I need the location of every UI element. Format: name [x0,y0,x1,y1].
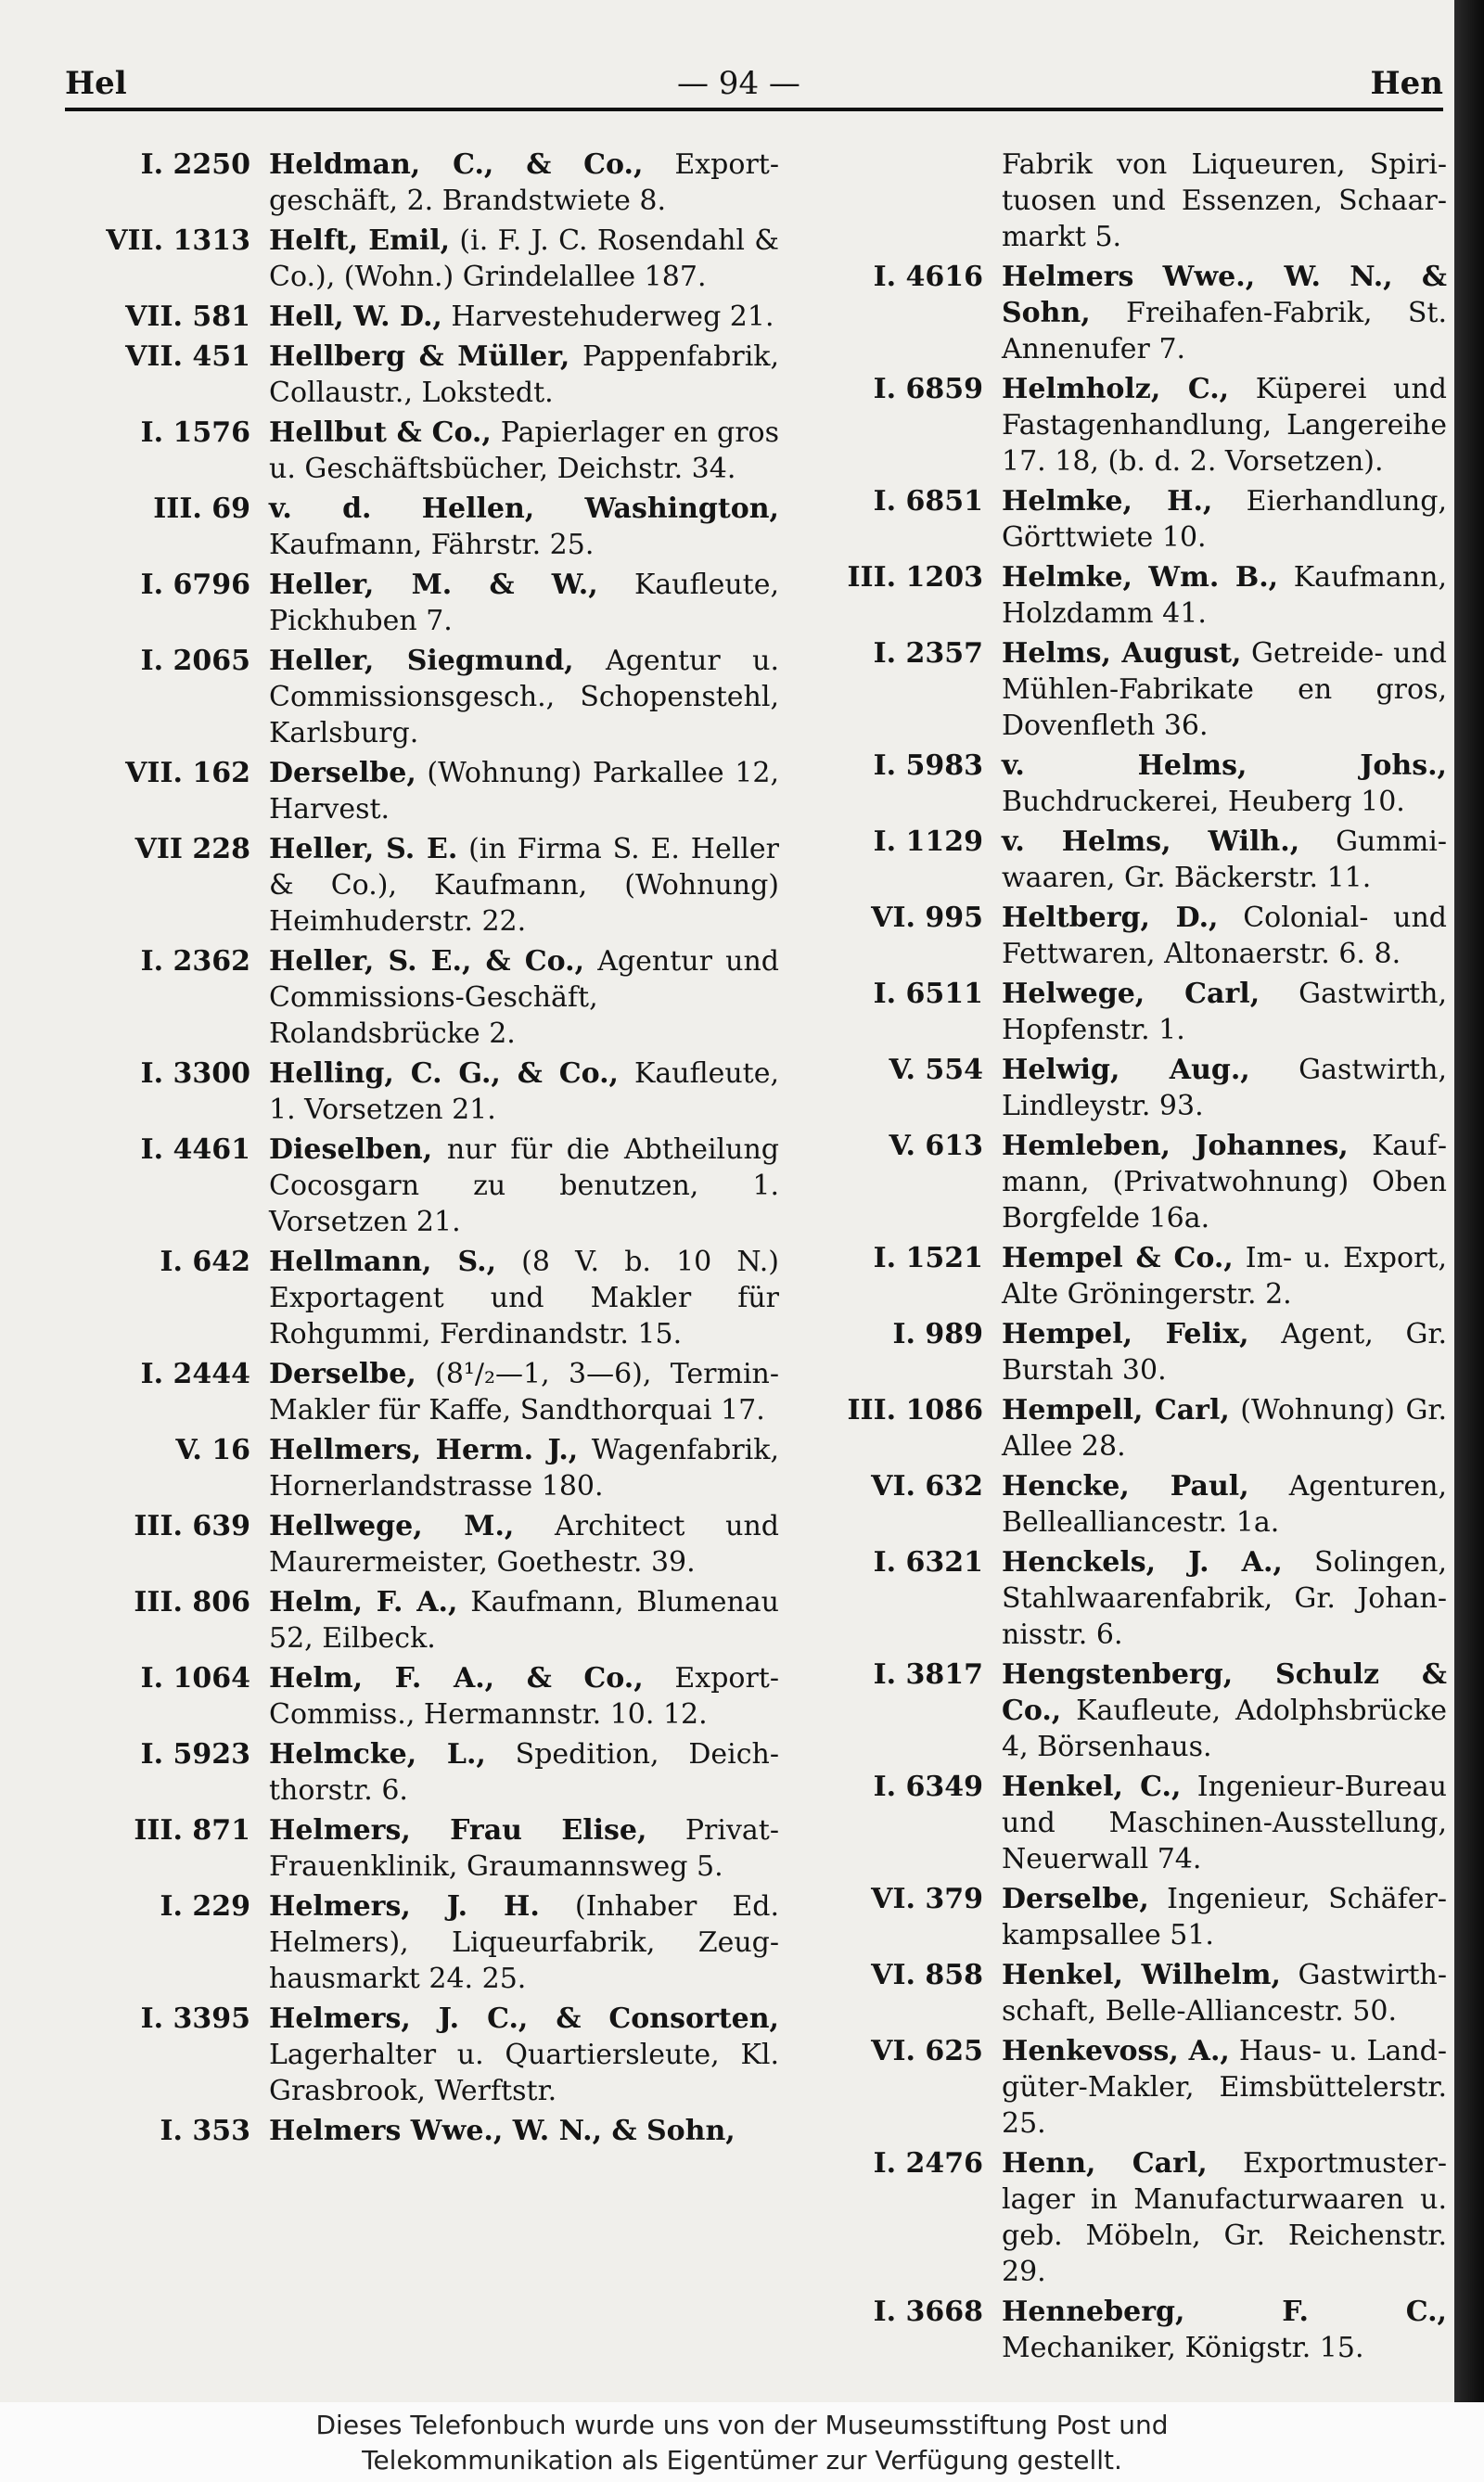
directory-entry [56,223,779,295]
entry-name: Hellwege, M., [269,1510,515,1542]
directory-entry [798,2294,1447,2366]
entry-text [1002,824,1447,896]
phone-number: VII. 1313 [106,224,250,257]
entry-details: Fabrik von Liqueuren, Spirituosen und Essenzen, Schaarmarkt 5. [1002,148,1447,253]
entry-name: Helwege, Carl, [1002,978,1260,1010]
entry-text [269,1244,779,1352]
entry-text [1002,2145,1447,2290]
right-column [798,147,1447,2370]
entry-name: v. Helms, Johs., [1002,749,1447,782]
entry-name: v. d. Hellen, Washington, [269,493,779,525]
directory-entry [56,1055,779,1128]
entry-name: Henkel, C., [1002,1771,1182,1803]
entry-name: Hemleben, Johannes, [1002,1130,1349,1162]
phone-number: I. 5923 [140,1738,250,1771]
phone-number: I. 6511 [873,978,983,1010]
directory-entry [56,943,779,1052]
entry-text [269,831,779,940]
phone-number: I. 2250 [140,148,250,181]
directory-entry [56,1660,779,1733]
phone-number: I. 642 [160,1246,250,1278]
left-column [56,147,779,2153]
entry-text [1002,371,1447,480]
entry-name: Henneberg, F. C., [1002,2296,1447,2328]
entry-name: Dieselben, [269,1133,433,1166]
entry-text [1002,1128,1447,1236]
entry-text [269,1132,779,1240]
phone-number: III. 1086 [847,1394,983,1427]
directory-entry [56,1812,779,1885]
directory-entry [798,1657,1447,1765]
directory-entry [798,1316,1447,1388]
directory-entry [56,1736,779,1809]
phone-number: VI. 379 [871,1883,983,1915]
entry-details: Agent, Gr. Burstah 30. [1002,1318,1447,1387]
entry-name: Hellmers, Herm. J., [269,1434,579,1466]
phone-number: I. 229 [160,1890,250,1923]
entry-name: Hengstenberg, Schulz & Co., [1002,1658,1447,1727]
entry-text [269,2113,779,2149]
phone-number: VII. 581 [125,301,250,333]
entry-name: Helmcke, L., [269,1738,486,1771]
header-right-keyword: Hen [1370,65,1443,102]
entry-details: Agentur u. Commissionsgesch., Schopenstehl, Karlsburg. [269,645,779,749]
directory-entry [798,1881,1447,1953]
entry-text [1002,1881,1447,1953]
entry-details: (Wohnung) Parkallee 12, Harvest. [269,757,779,825]
page-number: — 94 — [677,65,800,102]
entry-name: Helm, F. A., [269,1586,458,1618]
phone-number: I. 3668 [873,2296,983,2328]
phone-number: VI. 858 [871,1959,983,1991]
entry-details: (8 V. b. 10 N.) Exportagent und Makler für Rohgummi, Ferdinandstr. 15. [269,1246,779,1350]
entry-name: Helmers, J. C., & Consorten, [269,2002,779,2035]
entry-details: Colonial- und Fettwaren, Altonaerstr. 6. 8. [1002,902,1447,970]
entry-name: Helmke, H., [1002,485,1213,518]
phone-number: III. 1203 [847,561,983,594]
entry-text [1002,2294,1447,2366]
directory-entry [798,1468,1447,1541]
entry-text [1002,483,1447,556]
phone-number: III. 639 [134,1510,250,1542]
entry-name: Heller, S. E., & Co., [269,945,585,978]
entry-name: Heller, M. & W., [269,569,598,601]
phone-number: VI. 995 [871,902,983,934]
entry-text [1002,1957,1447,2029]
entry-name: Helmke, Wm. B., [1002,561,1279,594]
entry-text [269,1584,779,1657]
directory-entry [798,2145,1447,2290]
entry-details: Spedition, Deichthorstr. 6. [269,1738,779,1807]
entry-name: Helmholz, C., [1002,373,1230,405]
entry-text [1002,1316,1447,1388]
directory-entry [56,1508,779,1580]
entry-name: Henkel, Wilhelm, [1002,1959,1281,1991]
entry-text [269,299,779,335]
entry-name: Helmers, Frau Elise, [269,1814,647,1847]
entry-details: (Inhaber Ed. Helmers), Liqueurfabrik, Zeughausmarkt 24. 25. [269,1890,779,1995]
entry-text [269,1508,779,1580]
entry-name: Hempel, Felix, [1002,1318,1249,1350]
entry-details: Architect und Maurermeister, Goethestr. 39. [269,1510,780,1579]
entry-text [269,643,779,751]
phone-number: III. 806 [134,1586,250,1618]
entry-name: Heller, S. E. [269,833,458,865]
entry-text [1002,2033,1447,2142]
directory-entry [798,976,1447,1048]
entry-details: Papierlager en gros u. Geschäftsbücher, Deichstr. 34. [269,416,779,485]
phone-number: I. 6321 [873,1546,983,1579]
directory-entry [798,371,1447,480]
directory-entry [798,147,1447,255]
phone-number: I. 2357 [873,637,983,670]
entry-details: Privat-Frauenklinik, Graumannsweg 5. [269,1814,779,1883]
entry-text [269,491,779,563]
directory-entry [798,1052,1447,1124]
entry-text [269,1432,779,1504]
entry-text [1002,1544,1447,1653]
entry-text [269,223,779,295]
entry-name: Helmers Wwe., W. N., & Sohn, [269,2115,736,2147]
footer-notice [0,2402,1484,2482]
entry-name: Hell, W. D., [269,301,442,333]
entry-text [1002,259,1447,367]
entry-details: (i. F. J. C. Rosendahl & Co.), (Wohn.) Grindelallee 187. [269,224,779,293]
phone-number: I. 1129 [873,825,983,858]
directory-entry [798,900,1447,972]
phone-number: VI. 625 [871,2035,983,2067]
directory-entry [798,1769,1447,1877]
directory-entry [56,1584,779,1657]
phone-number: I. 2444 [140,1358,250,1390]
phone-number: I. 1576 [140,416,250,449]
directory-entry [798,1544,1447,1653]
entry-details: Gastwirthschaft, Belle-Alliancestr. 50. [1002,1959,1447,2028]
entry-name: Helft, Emil, [269,224,451,257]
entry-details: Küperei und Fastagenhandlung, Langereihe 17. 18, (b. d. 2. Vorsetzen). [1002,373,1448,478]
directory-entry [798,748,1447,820]
entry-details: Agentur und Commissions-Geschäft, Rolandsbrücke 2. [269,945,779,1050]
entry-text [269,339,779,411]
entry-name: Derselbe, [269,757,416,789]
entry-name: Henn, Carl, [1002,2147,1208,2180]
entry-text [269,415,779,487]
directory-entry [798,1392,1447,1465]
entry-name: Helm, F. A., & Co., [269,1662,644,1695]
entry-name: Hencke, Paul, [1002,1470,1249,1503]
entry-name: Hempel & Co., [1002,1242,1234,1274]
directory-entry [56,1356,779,1428]
directory-entry [56,1432,779,1504]
phone-number: I. 3817 [873,1658,983,1691]
entry-details: Export-Commiss., Hermannstr. 10. 12. [269,1662,779,1731]
footer-line-1: Dieses Telefonbuch wurde uns von der Museumsstiftung Post und [315,2410,1169,2440]
directory-entry [56,2001,779,2109]
directory-entry [798,1128,1447,1236]
entry-details: Agenturen, Bellealliancestr. 1a. [1002,1470,1447,1539]
entry-details: Kaufleute, 1. Vorsetzen 21. [269,1057,779,1126]
entry-name: Derselbe, [269,1358,416,1390]
phone-number: I. 6851 [873,485,983,518]
directory-entry [798,1957,1447,2029]
entry-text [1002,1657,1447,1765]
entry-text [269,1660,779,1733]
entry-details: Solingen, Stahlwaarenfabrik, Gr. Johannisstr. 6. [1002,1546,1447,1651]
directory-entry [56,299,779,335]
phone-number: I. 4461 [140,1133,250,1166]
phone-number: VI. 632 [871,1470,983,1503]
entry-text [1002,559,1447,632]
phone-number: III. 69 [153,493,250,525]
entry-name: Heltberg, D., [1002,902,1219,934]
directory-entry [798,559,1447,632]
entry-text [1002,900,1447,972]
directory-entry [56,491,779,563]
directory-entry [56,643,779,751]
phone-number: I. 4616 [873,261,983,293]
directory-entry [56,755,779,827]
entry-text [269,147,779,219]
directory-entry [56,1132,779,1240]
entry-details: Pappenfabrik, Collaustr., Lokstedt. [269,340,779,409]
entry-details: Lagerhalter u. Quartiersleute, Kl. Grasbrook, Werftstr. [269,2039,779,2107]
directory-entry [56,831,779,940]
entry-details: Kaufleute, Pickhuben 7. [269,569,780,637]
directory-entry [798,259,1447,367]
header-rule [65,108,1443,111]
directory-entry [56,415,779,487]
entry-name: Helmers Wwe., W. N., & Sohn, [1002,261,1447,329]
entry-details: Ingenieur-Bureau und Maschinen-Ausstellung, Neuerwall 74. [1002,1771,1447,1875]
entry-name: Hellbut & Co., [269,416,492,449]
phone-number: VII 228 [134,833,250,865]
entry-details: Kaufmann, Holzdamm 41. [1002,561,1447,630]
entry-text [269,755,779,827]
entry-text [269,943,779,1052]
entry-name: Hempell, Carl, [1002,1394,1230,1427]
page-header [65,65,1443,111]
phone-number: V. 613 [889,1130,983,1162]
phone-number: III. 871 [134,1814,250,1847]
entry-details: Gastwirth, Hopfenstr. 1. [1002,978,1447,1046]
entry-name: Helling, C. G., & Co., [269,1057,619,1090]
entry-text [1002,635,1447,744]
entry-details: Im- u. Export, Alte Gröningerstr. 2. [1002,1242,1447,1311]
entry-name: Hellberg & Müller, [269,340,570,373]
entry-details: Harvestehuderweg 21. [441,301,774,333]
entry-name: Helwig, Aug., [1002,1054,1250,1086]
entry-details: Kaufmann, Blumenau 52, Eilbeck. [269,1586,780,1655]
phone-number: V. 16 [175,1434,250,1466]
entry-details: Eierhandlung, Görttwiete 10. [1002,485,1447,554]
entry-details: (in Firma S. E. Heller & Co.), Kaufmann, (Wohnung) Heimhuderstr. 22. [269,833,779,938]
directory-entry [56,339,779,411]
entry-text [1002,1468,1447,1541]
phone-number: I. 1064 [140,1662,250,1695]
phone-number: I. 3395 [140,2002,250,2035]
entry-details: Exportmusterlager in Manufacturwaaren u. geb. Möbeln, Gr. Reichenstr. 29. [1002,2147,1447,2288]
phone-number: I. 6349 [873,1771,983,1803]
phone-number: I. 6859 [873,373,983,405]
directory-entry [798,483,1447,556]
entry-text [269,2001,779,2109]
entry-details: Gummiwaaren, Gr. Bäckerstr. 11. [1002,825,1448,894]
directory-entry [798,635,1447,744]
phone-number: V. 554 [889,1054,983,1086]
entry-details: Gastwirth, Lindleystr. 93. [1002,1054,1447,1122]
directory-entry [56,1244,779,1352]
entry-details: (Wohnung) Gr. Allee 28. [1002,1394,1447,1463]
entry-text [269,1736,779,1809]
entry-details: Kaufmann, (Privatwohnung) Oben Borgfelde 16a. [1002,1130,1448,1235]
entry-name: Henckels, J. A., [1002,1546,1283,1579]
entry-text [269,1055,779,1128]
header-left-keyword: Hel [65,65,127,102]
phone-number: I. 2476 [873,2147,983,2180]
entry-text [1002,147,1447,255]
entry-details: Exportgeschäft, 2. Brandstwiete 8. [269,148,779,217]
phone-number: I. 2065 [140,645,250,677]
footer-line-2: Telekommunikation als Eigentümer zur Verfügung gestellt. [362,2445,1122,2476]
entry-details: Getreide- und Mühlen-Fabrikate en gros, Dovenfleth 36. [1002,637,1447,742]
directory-entry [56,567,779,639]
phone-number: VII. 162 [125,757,250,789]
directory-entry [56,2113,779,2149]
phone-number: I. 3300 [140,1057,250,1090]
entry-name: Heller, Siegmund, [269,645,574,677]
phone-number: VII. 451 [125,340,250,373]
directory-entry [798,2033,1447,2142]
entry-details: Freihafen-Fabrik, St. Annenufer 7. [1002,297,1447,365]
directory-entry [56,147,779,219]
entry-text [1002,1769,1447,1877]
entry-text [269,567,779,639]
phone-number: I. 1521 [873,1242,983,1274]
entry-details: nur für die Abtheilung Cocosgarn zu benutzen, 1. Vorsetzen 21. [269,1133,779,1238]
book-spine [1454,0,1484,2402]
entry-name: v. Helms, Wilh., [1002,825,1300,858]
entry-text [1002,1392,1447,1465]
phone-number: I. 353 [160,2115,250,2147]
phone-number: I. 5983 [873,749,983,782]
entry-text [269,1888,779,1997]
phone-number: I. 2362 [140,945,250,978]
directory-entry [798,824,1447,896]
entry-details: Wagenfabrik, Hornerlandstrasse 180. [269,1434,779,1503]
entry-details: Buchdruckerei, Heuberg 10. [1002,786,1405,818]
entry-name: Henkevoss, A., [1002,2035,1230,2067]
directory-entry [56,1888,779,1997]
entry-name: Derselbe, [1002,1883,1149,1915]
entry-details: Kaufmann, Fährstr. 25. [269,529,595,561]
directory-entry [798,1240,1447,1312]
entry-text [1002,976,1447,1048]
entry-text [269,1812,779,1885]
entry-details: Ingenieur, Schäferkampsallee 51. [1002,1883,1447,1951]
entry-text [269,1356,779,1428]
phone-number: I. 989 [892,1318,983,1350]
entry-text [1002,1052,1447,1124]
phone-number: I. 6796 [140,569,250,601]
entry-details: (8¹/₂—1, 3—6), Termin-Makler für Kaffe, Sandthorquai 17. [269,1358,779,1427]
entry-name: Helmers, J. H. [269,1890,540,1923]
entry-name: Heldman, C., & Co., [269,148,644,181]
entry-details: Haus- u. Landgüter-Makler, Eimsbüttelerstr. 25. [1002,2035,1448,2140]
entry-text [1002,748,1447,820]
entry-name: Helms, August, [1002,637,1242,670]
entry-details: Kaufleute, Adolphsbrücke 4, Börsenhaus. [1002,1695,1447,1763]
entry-details: Mechaniker, Königstr. 15. [1002,2332,1364,2364]
entry-name: Hellmann, S., [269,1246,497,1278]
entry-text [1002,1240,1447,1312]
